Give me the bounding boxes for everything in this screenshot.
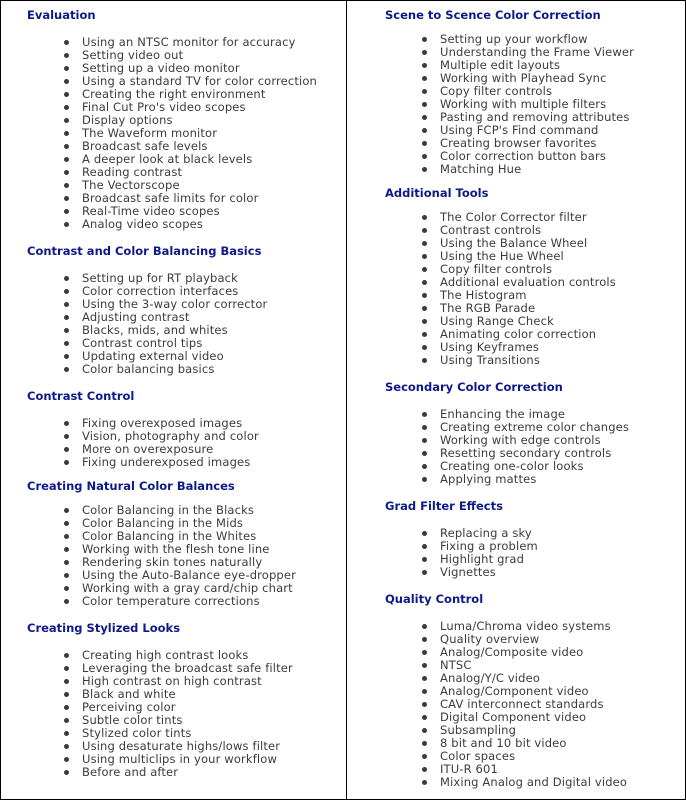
list-item-label: The RGB Parade — [440, 301, 536, 315]
list-item-label: Understanding the Frame Viewer — [440, 45, 634, 59]
bullet-icon — [64, 653, 69, 658]
bullet-icon — [422, 358, 427, 363]
bullet-icon — [64, 183, 69, 188]
bullet-icon — [422, 702, 427, 707]
list-item-label: Using the Balance Wheel — [440, 236, 588, 250]
list-item-label: Stylized color tints — [82, 726, 192, 740]
list-item-label: Color correction interfaces — [82, 284, 239, 298]
list-item-label: Color Balancing in the Whites — [82, 529, 257, 543]
section-title-evaluation: Evaluation — [27, 8, 96, 22]
list-item-label: Contrast controls — [440, 223, 542, 237]
bullet-icon — [64, 131, 69, 136]
topic-list-scene-to-scence-color-correction — [422, 33, 634, 176]
bullet-icon — [64, 573, 69, 578]
list-item-label: NTSC — [440, 658, 472, 672]
list-item — [422, 566, 538, 579]
list-item-label: The Color Corrector filter — [440, 210, 587, 224]
list-item-label: Setting video out — [82, 48, 184, 62]
bullet-icon — [422, 464, 427, 469]
topic-list-additional-tools — [422, 211, 616, 367]
column-divider — [346, 1, 347, 799]
bullet-icon — [422, 267, 427, 272]
bullet-icon — [64, 731, 69, 736]
bullet-icon — [64, 40, 69, 45]
section-title-additional-tools: Additional Tools — [385, 186, 489, 200]
bullet-icon — [64, 521, 69, 526]
topic-list-contrast-and-color-balancing-basics — [64, 272, 267, 376]
list-item-label: Subtle color tints — [82, 713, 183, 727]
bullet-icon — [422, 451, 427, 456]
list-item-label: Color temperature corrections — [82, 594, 260, 608]
bullet-icon — [422, 780, 427, 785]
bullet-icon — [64, 547, 69, 552]
bullet-icon — [422, 37, 427, 42]
list-item-label: Pasting and removing attributes — [440, 110, 630, 124]
bullet-icon — [422, 306, 427, 311]
section-title-creating-natural-color-balances: Creating Natural Color Balances — [27, 479, 235, 493]
list-item-label: Setting up your workflow — [440, 32, 588, 46]
list-item-label: Fixing overexposed images — [82, 416, 243, 430]
list-item-label: Before and after — [82, 765, 179, 779]
list-item-label: Working with the flesh tone line — [82, 542, 270, 556]
list-item-label: Setting up for RT playback — [82, 271, 238, 285]
list-item-label: Copy filter controls — [440, 262, 553, 276]
bullet-icon — [422, 715, 427, 720]
bullet-icon — [64, 460, 69, 465]
bullet-icon — [64, 770, 69, 775]
topic-list-secondary-color-correction — [422, 408, 629, 486]
list-item-label: Rendering skin tones naturally — [82, 555, 263, 569]
list-item-label: Using Transitions — [440, 353, 541, 367]
bullet-icon — [64, 354, 69, 359]
bullet-icon — [64, 341, 69, 346]
bullet-icon — [422, 425, 427, 430]
bullet-icon — [64, 302, 69, 307]
bullet-icon — [64, 560, 69, 565]
bullet-icon — [64, 367, 69, 372]
section-title-creating-stylized-looks: Creating Stylized Looks — [27, 621, 181, 635]
list-item — [64, 456, 259, 469]
bullet-icon — [422, 477, 427, 482]
bullet-icon — [422, 676, 427, 681]
bullet-icon — [64, 692, 69, 697]
list-item-label: Analog/Y/C video — [440, 671, 541, 685]
list-item-label: Analog/Component video — [440, 684, 589, 698]
list-item-label: Animating color correction — [440, 327, 597, 341]
bullet-icon — [422, 650, 427, 655]
bullet-icon — [422, 570, 427, 575]
list-item-label: The Histogram — [440, 288, 527, 302]
list-item-label: Creating browser favorites — [440, 136, 597, 150]
list-item-label: Fixing a problem — [440, 539, 538, 553]
bullet-icon — [64, 447, 69, 452]
bullet-icon — [64, 118, 69, 123]
list-item-label: Creating one-color looks — [440, 459, 584, 473]
list-item-label: Highlight grad — [440, 552, 525, 566]
bullet-icon — [422, 557, 427, 562]
section-title-quality-control: Quality Control — [385, 592, 484, 606]
list-item-label: Broadcast safe levels — [82, 139, 208, 153]
list-item-label: Subsampling — [440, 723, 517, 737]
topic-list-grad-filter-effects — [422, 527, 538, 579]
bullet-icon — [64, 744, 69, 749]
list-item-label: Real-Time video scopes — [82, 204, 220, 218]
bullet-icon — [64, 666, 69, 671]
list-item-label: Creating extreme color changes — [440, 420, 630, 434]
bullet-icon — [422, 63, 427, 68]
bullet-icon — [64, 434, 69, 439]
bullet-icon — [64, 328, 69, 333]
list-item-label: Adjusting contrast — [82, 310, 190, 324]
bullet-icon — [422, 637, 427, 642]
bullet-icon — [64, 705, 69, 710]
list-item-label: Resetting secondary controls — [440, 446, 612, 460]
list-item-label: Copy filter controls — [440, 84, 553, 98]
bullet-icon — [64, 757, 69, 762]
list-item-label: Using Range Check — [440, 314, 554, 328]
section-title-grad-filter-effects: Grad Filter Effects — [385, 499, 503, 513]
topic-list-evaluation — [64, 36, 317, 231]
bullet-icon — [64, 222, 69, 227]
list-item-label: Additional evaluation controls — [440, 275, 616, 289]
bullet-icon — [422, 438, 427, 443]
bullet-icon — [64, 157, 69, 162]
list-item-label: Using an NTSC monitor for accuracy — [82, 35, 296, 49]
bullet-icon — [64, 105, 69, 110]
list-item-label: Creating the right environment — [82, 87, 266, 101]
list-item-label: The Vectorscope — [82, 178, 180, 192]
list-item-label: Vision, photography and color — [82, 429, 259, 443]
list-item — [422, 473, 629, 486]
list-item-label: Color Balancing in the Mids — [82, 516, 244, 530]
bullet-icon — [64, 718, 69, 723]
topic-list-contrast-control — [64, 417, 259, 469]
list-item-label: Creating high contrast looks — [82, 648, 249, 662]
bullet-icon — [422, 102, 427, 107]
list-item-label: Analog video scopes — [82, 217, 204, 231]
bullet-icon — [422, 754, 427, 759]
bullet-icon — [422, 115, 427, 120]
list-item-label: Fixing underexposed images — [82, 455, 251, 469]
bullet-icon — [422, 76, 427, 81]
list-item-label: Luma/Chroma video systems — [440, 619, 611, 633]
bullet-icon — [422, 689, 427, 694]
bullet-icon — [64, 508, 69, 513]
list-item-label: Color Balancing in the Blacks — [82, 503, 255, 517]
topic-list-creating-stylized-looks — [64, 649, 293, 779]
list-item-label: Working with edge controls — [440, 433, 601, 447]
section-title-scene-to-scence-color-correction: Scene to Scence Color Correction — [385, 8, 601, 22]
bullet-icon — [64, 586, 69, 591]
bullet-icon — [422, 345, 427, 350]
bullet-icon — [422, 280, 427, 285]
bullet-icon — [64, 170, 69, 175]
list-item-label: 8 bit and 10 bit video — [440, 736, 567, 750]
bullet-icon — [64, 534, 69, 539]
list-item-label: Replacing a sky — [440, 526, 532, 540]
list-item-label: Using FCP's Find command — [440, 123, 599, 137]
bullet-icon — [422, 241, 427, 246]
list-item-label: Color balancing basics — [82, 362, 215, 376]
bullet-icon — [64, 144, 69, 149]
list-item — [64, 766, 293, 779]
bullet-icon — [422, 544, 427, 549]
list-item-label: The Waveform monitor — [82, 126, 218, 140]
list-item — [64, 595, 296, 608]
bullet-icon — [422, 215, 427, 220]
bullet-icon — [422, 228, 427, 233]
section-title-secondary-color-correction: Secondary Color Correction — [385, 380, 563, 394]
list-item-label: Updating external video — [82, 349, 224, 363]
list-item-label: Blacks, mids, and whites — [82, 323, 228, 337]
bullet-icon — [64, 196, 69, 201]
bullet-icon — [64, 315, 69, 320]
bullet-icon — [64, 421, 69, 426]
list-item-label: Using multiclips in your workflow — [82, 752, 278, 766]
list-item-label: A deeper look at black levels — [82, 152, 253, 166]
list-item — [64, 218, 317, 231]
bullet-icon — [64, 66, 69, 71]
bullet-icon — [422, 741, 427, 746]
list-item-label: Final Cut Pro's video scopes — [82, 100, 246, 114]
bullet-icon — [422, 167, 427, 172]
list-item-label: Using Keyframes — [440, 340, 540, 354]
bullet-icon — [422, 531, 427, 536]
list-item-label: ITU-R 601 — [440, 762, 498, 776]
bullet-icon — [64, 679, 69, 684]
bullet-icon — [64, 289, 69, 294]
bullet-icon — [64, 53, 69, 58]
list-item-label: Vignettes — [440, 565, 496, 579]
list-item-label: Display options — [82, 113, 173, 127]
list-item-label: More on overexposure — [82, 442, 214, 456]
bullet-icon — [422, 293, 427, 298]
list-item-label: Working with a gray card/chip chart — [82, 581, 293, 595]
bullet-icon — [64, 209, 69, 214]
bullet-icon — [422, 50, 427, 55]
list-item-label: High contrast on high contrast — [82, 674, 262, 688]
section-title-contrast-and-color-balancing-basics: Contrast and Color Balancing Basics — [27, 244, 262, 258]
list-item — [422, 163, 634, 176]
list-item-label: Using the 3-way color corrector — [82, 297, 268, 311]
list-item — [422, 354, 616, 367]
list-item-label: CAV interconnect standards — [440, 697, 604, 711]
list-item-label: Using desaturate highs/lows filter — [82, 739, 281, 753]
list-item-label: Enhancing the image — [440, 407, 566, 421]
section-title-contrast-control: Contrast Control — [27, 389, 135, 403]
bullet-icon — [422, 154, 427, 159]
list-item-label: Applying mattes — [440, 472, 537, 486]
list-item-label: Working with Playhead Sync — [440, 71, 607, 85]
list-item — [64, 363, 267, 376]
list-item-label: Quality overview — [440, 632, 540, 646]
list-item-label: Reading contrast — [82, 165, 183, 179]
list-item — [422, 776, 627, 789]
topic-list-quality-control — [422, 620, 627, 789]
bullet-icon — [422, 128, 427, 133]
bullet-icon — [64, 276, 69, 281]
list-item-label: Using the Hue Wheel — [440, 249, 564, 263]
list-item-label: Digital Component video — [440, 710, 587, 724]
list-item-label: Leveraging the broadcast safe filter — [82, 661, 293, 675]
list-item-label: Broadcast safe limits for color — [82, 191, 259, 205]
bullet-icon — [64, 92, 69, 97]
bullet-icon — [422, 412, 427, 417]
bullet-icon — [422, 141, 427, 146]
bullet-icon — [422, 254, 427, 259]
bullet-icon — [64, 79, 69, 84]
list-item-label: Using the Auto-Balance eye-dropper — [82, 568, 296, 582]
list-item-label: Color correction button bars — [440, 149, 606, 163]
list-item-label: Matching Hue — [440, 162, 522, 176]
list-item-label: Contrast control tips — [82, 336, 203, 350]
bullet-icon — [422, 663, 427, 668]
list-item-label: Setting up a video monitor — [82, 61, 240, 75]
list-item-label: Perceiving color — [82, 700, 176, 714]
list-item-label: Mixing Analog and Digital video — [440, 775, 628, 789]
list-item-label: Using a standard TV for color correction — [82, 74, 317, 88]
topic-list-creating-natural-color-balances — [64, 504, 296, 608]
list-item-label: Color spaces — [440, 749, 516, 763]
list-item-label: Black and white — [82, 687, 176, 701]
bullet-icon — [422, 89, 427, 94]
list-item-label: Multiple edit layouts — [440, 58, 561, 72]
list-item-label: Analog/Composite video — [440, 645, 584, 659]
bullet-icon — [422, 332, 427, 337]
bullet-icon — [422, 767, 427, 772]
list-item-label: Working with multiple filters — [440, 97, 607, 111]
bullet-icon — [422, 624, 427, 629]
bullet-icon — [422, 319, 427, 324]
bullet-icon — [64, 599, 69, 604]
bullet-icon — [422, 728, 427, 733]
